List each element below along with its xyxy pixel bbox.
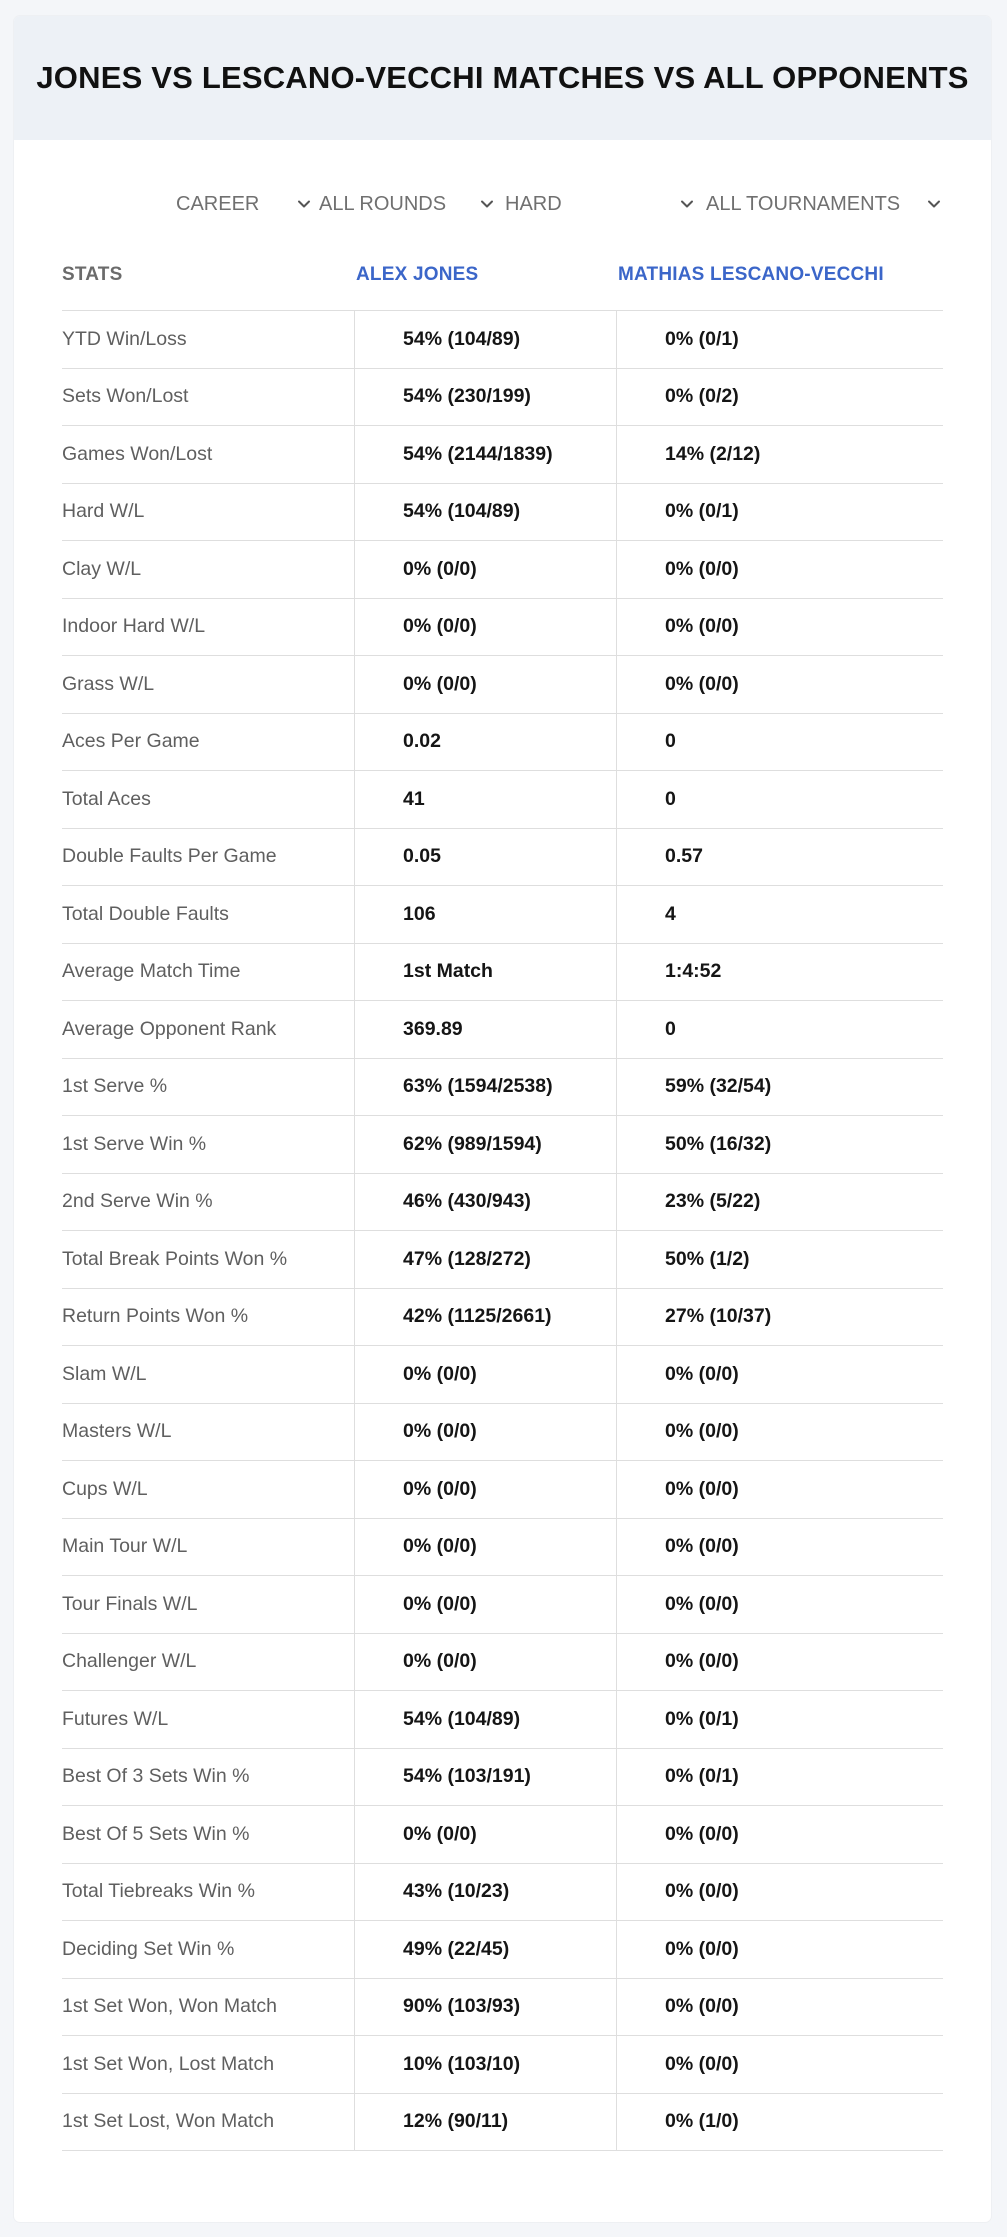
table-row	[62, 369, 943, 427]
player1-stat-value: 0% (0/0)	[354, 541, 616, 598]
table-row	[62, 1921, 943, 1979]
chevron-down-icon	[479, 196, 495, 212]
table-row	[62, 886, 943, 944]
stat-label: Deciding Set Win %	[62, 1937, 235, 1960]
table-row	[62, 1404, 943, 1462]
stat-label: Indoor Hard W/L	[62, 615, 206, 638]
stat-label: Total Break Points Won %	[62, 1247, 288, 1270]
player2-stat-value: 0% (0/1)	[616, 1749, 943, 1806]
stat-label: Return Points Won %	[62, 1305, 249, 1328]
player2-stat-value: 50% (1/2)	[616, 1231, 943, 1288]
stat-label: 1st Serve %	[62, 1075, 168, 1098]
table-body	[62, 311, 943, 2151]
player1-stat-value: 369.89	[354, 1001, 616, 1058]
table-row	[62, 1346, 943, 1404]
player2-stat-value: 0% (0/0)	[616, 541, 943, 598]
player2-stat-value: 0% (0/0)	[616, 599, 943, 656]
stat-label: Games Won/Lost	[62, 442, 213, 465]
player2-stat-value: 1:4:52	[616, 944, 943, 1001]
table-row	[62, 1059, 943, 1117]
tournaments-select-value: ALL TOURNAMENTS	[706, 192, 901, 215]
stat-label: 1st Set Won, Won Match	[62, 1995, 277, 2018]
rounds-select-value: ALL ROUNDS	[319, 192, 447, 215]
page-title: JONES VS LESCANO-VECCHI MATCHES VS ALL OPPONENTS	[36, 60, 969, 95]
player1-stat-value: 42% (1125/2661)	[354, 1289, 616, 1346]
table-row	[62, 599, 943, 657]
tournaments-select[interactable]	[706, 184, 942, 224]
table-row	[62, 311, 943, 369]
stat-label: Main Tour W/L	[62, 1535, 188, 1558]
player1-stat-value: 41	[354, 771, 616, 828]
player2-stat-value: 0% (0/1)	[616, 1691, 943, 1748]
chevron-down-icon	[926, 196, 942, 212]
table-row	[62, 714, 943, 772]
player1-stat-value: 62% (989/1594)	[354, 1116, 616, 1173]
player2-stat-value: 0% (0/2)	[616, 369, 943, 426]
table-row	[62, 656, 943, 714]
card-header	[14, 16, 991, 140]
player2-stat-value: 0	[616, 771, 943, 828]
player2-stat-value: 0	[616, 714, 943, 771]
chevron-down-icon	[679, 196, 695, 212]
stat-label: Aces Per Game	[62, 730, 200, 753]
table-row	[62, 1174, 943, 1232]
table-row	[62, 426, 943, 484]
table-row	[62, 1806, 943, 1864]
player1-stat-value: 0% (0/0)	[354, 656, 616, 713]
stat-label: Average Match Time	[62, 960, 241, 983]
stat-label: Masters W/L	[62, 1420, 172, 1443]
player1-stat-value: 54% (2144/1839)	[354, 426, 616, 483]
player1-stat-value: 106	[354, 886, 616, 943]
player1-stat-value: 90% (103/93)	[354, 1979, 616, 2036]
table-row	[62, 1691, 943, 1749]
table-header	[62, 238, 943, 311]
stat-label: Futures W/L	[62, 1707, 169, 1730]
stat-label: 1st Set Lost, Won Match	[62, 2110, 275, 2133]
player1-stat-value: 0% (0/0)	[354, 1519, 616, 1576]
player2-stat-value: 0% (0/0)	[616, 1979, 943, 2036]
player1-stat-value: 49% (22/45)	[354, 1921, 616, 1978]
player2-stat-value: 0% (0/0)	[616, 1864, 943, 1921]
player2-stat-value: 27% (10/37)	[616, 1289, 943, 1346]
stat-label: Total Double Faults	[62, 902, 229, 925]
player1-stat-value: 0% (0/0)	[354, 1634, 616, 1691]
table-row	[62, 2036, 943, 2094]
stat-label: Grass W/L	[62, 672, 155, 695]
stat-label: Cups W/L	[62, 1477, 148, 1500]
player1-stat-value: 10% (103/10)	[354, 2036, 616, 2093]
stat-label: Best Of 5 Sets Win %	[62, 1822, 250, 1845]
player2-stat-value: 14% (2/12)	[616, 426, 943, 483]
table-row	[62, 829, 943, 887]
table-row	[62, 2094, 943, 2152]
player2-stat-value: 0% (0/1)	[616, 311, 943, 368]
player2-column-header[interactable]: MATHIAS LESCANO-VECCHI	[618, 264, 884, 285]
player2-stat-value: 0% (0/0)	[616, 1519, 943, 1576]
period-select[interactable]	[176, 184, 312, 224]
stat-label: Double Faults Per Game	[62, 845, 277, 868]
player2-stat-value: 0% (0/0)	[616, 1461, 943, 1518]
chevron-down-icon	[296, 196, 312, 212]
player2-stat-value: 4	[616, 886, 943, 943]
stat-label: 1st Set Won, Lost Match	[62, 2052, 275, 2075]
player1-stat-value: 54% (104/89)	[354, 311, 616, 368]
player2-stat-value: 0% (0/0)	[616, 1634, 943, 1691]
player2-stat-value: 0% (0/1)	[616, 484, 943, 541]
player2-stat-value: 0% (0/0)	[616, 1346, 943, 1403]
stats-card	[14, 16, 991, 2222]
player1-stat-value: 43% (10/23)	[354, 1864, 616, 1921]
stat-label: Average Opponent Rank	[62, 1017, 277, 1040]
player2-stat-value: 0% (0/0)	[616, 656, 943, 713]
player1-stat-value: 0% (0/0)	[354, 1404, 616, 1461]
surface-select[interactable]	[505, 184, 695, 224]
player1-stat-value: 0% (0/0)	[354, 1576, 616, 1633]
player1-stat-value: 63% (1594/2538)	[354, 1059, 616, 1116]
stat-label: Total Tiebreaks Win %	[62, 1880, 255, 1903]
table-row	[62, 1634, 943, 1692]
table-row	[62, 1116, 943, 1174]
player1-stat-value: 54% (104/89)	[354, 484, 616, 541]
stat-label: 1st Serve Win %	[62, 1132, 207, 1155]
player2-stat-value: 50% (16/32)	[616, 1116, 943, 1173]
player2-stat-value: 0% (0/0)	[616, 1404, 943, 1461]
period-select-value: CAREER	[176, 192, 260, 215]
player1-stat-value: 54% (104/89)	[354, 1691, 616, 1748]
player2-stat-value: 0% (1/0)	[616, 2094, 943, 2151]
table-row	[62, 1289, 943, 1347]
table-row	[62, 1519, 943, 1577]
table-row	[62, 1979, 943, 2037]
table-row	[62, 771, 943, 829]
stats-table	[62, 238, 943, 2151]
player2-stat-value: 59% (32/54)	[616, 1059, 943, 1116]
player1-stat-value: 0% (0/0)	[354, 599, 616, 656]
player2-stat-value: 0% (0/0)	[616, 1921, 943, 1978]
stat-label: Challenger W/L	[62, 1650, 197, 1673]
stat-label: Slam W/L	[62, 1362, 147, 1385]
stat-label: Sets Won/Lost	[62, 385, 189, 408]
player1-stat-value: 54% (230/199)	[354, 369, 616, 426]
player2-stat-value: 0% (0/0)	[616, 1806, 943, 1863]
rounds-select[interactable]	[319, 184, 495, 224]
player1-stat-value: 0.02	[354, 714, 616, 771]
player1-stat-value: 46% (430/943)	[354, 1174, 616, 1231]
stat-label: 2nd Serve Win %	[62, 1190, 213, 1213]
filters-bar	[14, 184, 991, 224]
stat-label: YTD Win/Loss	[62, 327, 187, 350]
player1-stat-value: 1st Match	[354, 944, 616, 1001]
stat-label: Hard W/L	[62, 500, 145, 523]
player1-stat-value: 0% (0/0)	[354, 1806, 616, 1863]
player1-stat-value: 12% (90/11)	[354, 2094, 616, 2151]
player1-column-header[interactable]: ALEX JONES	[356, 264, 479, 285]
player1-stat-value: 0% (0/0)	[354, 1461, 616, 1518]
player1-stat-value: 54% (103/191)	[354, 1749, 616, 1806]
table-row	[62, 1461, 943, 1519]
table-row	[62, 484, 943, 542]
player1-stat-value: 0.05	[354, 829, 616, 886]
table-row	[62, 1001, 943, 1059]
table-row	[62, 1231, 943, 1289]
stat-label: Total Aces	[62, 787, 151, 810]
stats-column-header: STATS	[62, 264, 123, 285]
surface-select-value: HARD	[505, 192, 562, 215]
player2-stat-value: 0% (0/0)	[616, 1576, 943, 1633]
player2-stat-value: 0% (0/0)	[616, 2036, 943, 2093]
table-row	[62, 1864, 943, 1922]
table-row	[62, 1576, 943, 1634]
player2-stat-value: 23% (5/22)	[616, 1174, 943, 1231]
player1-stat-value: 0% (0/0)	[354, 1346, 616, 1403]
stat-label: Clay W/L	[62, 557, 142, 580]
player1-stat-value: 47% (128/272)	[354, 1231, 616, 1288]
table-row	[62, 944, 943, 1002]
table-row	[62, 1749, 943, 1807]
table-row	[62, 541, 943, 599]
player2-stat-value: 0.57	[616, 829, 943, 886]
stat-label: Tour Finals W/L	[62, 1592, 198, 1615]
stat-label: Best Of 3 Sets Win %	[62, 1765, 250, 1788]
player2-stat-value: 0	[616, 1001, 943, 1058]
